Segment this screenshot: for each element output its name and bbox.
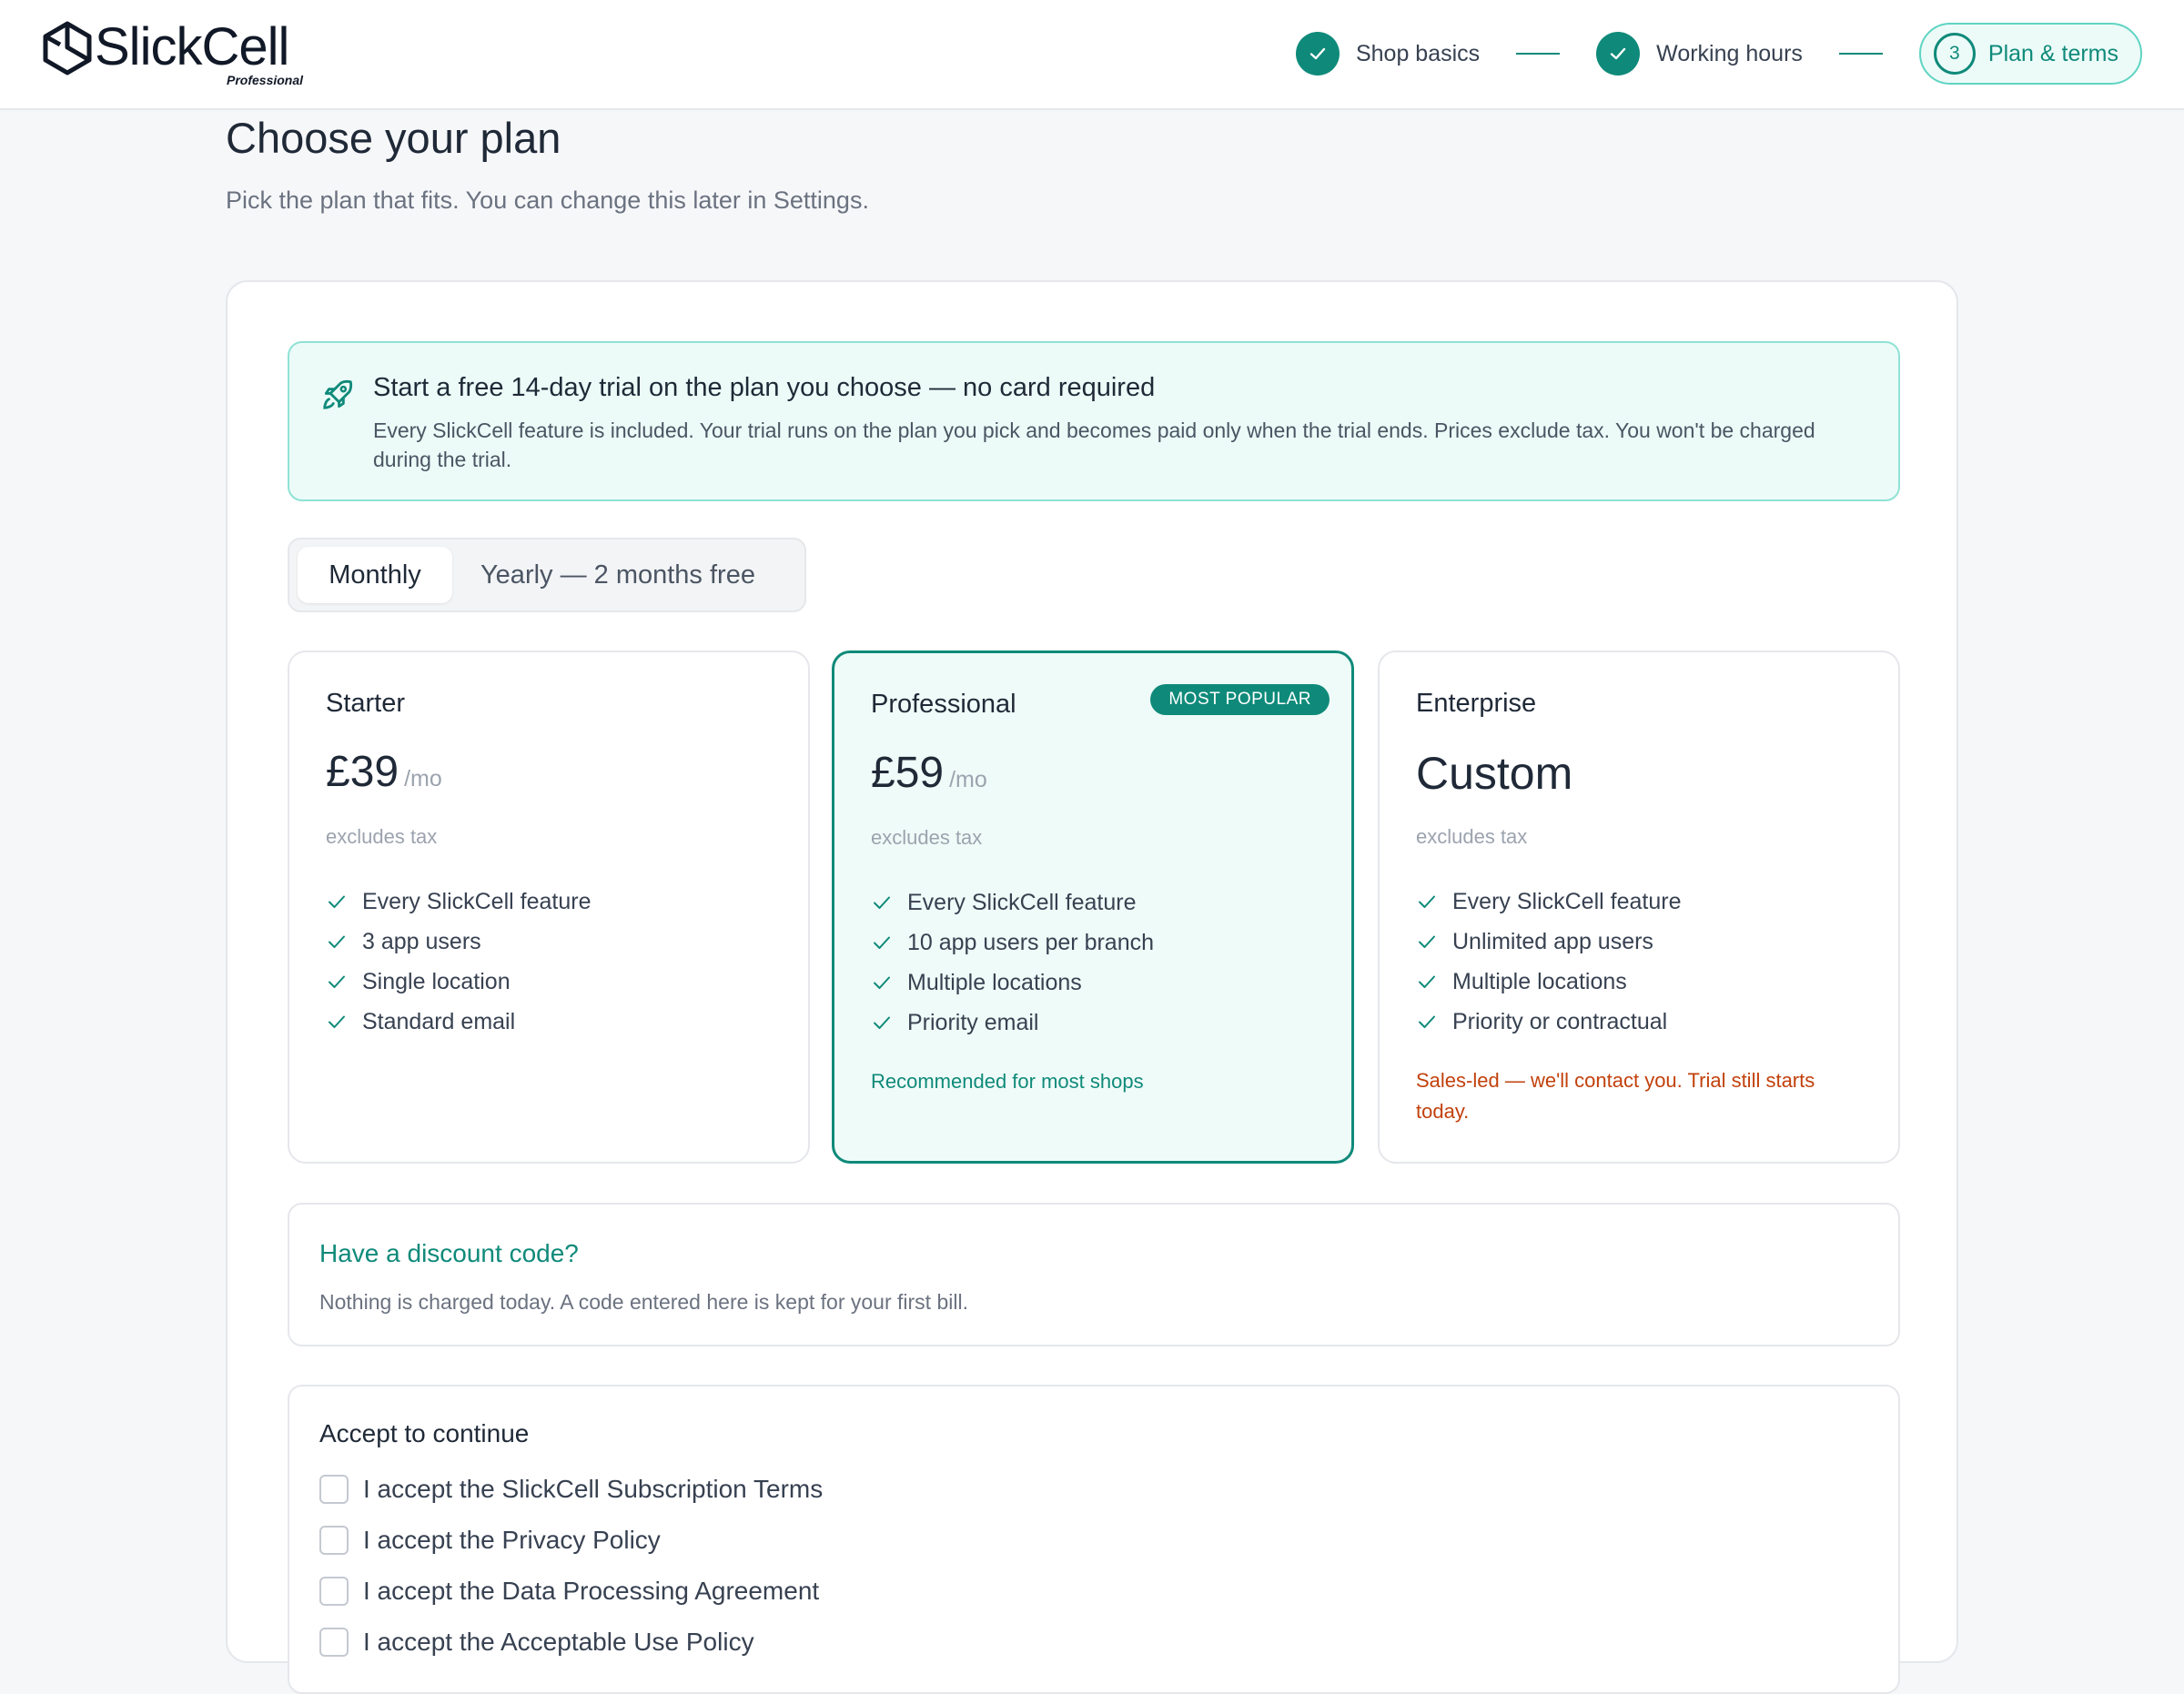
feature-item (871, 1003, 1154, 1043)
price-period: /mo (949, 767, 987, 792)
check-icon (871, 972, 893, 993)
plan-starter[interactable] (288, 650, 810, 1164)
billing-toggle (288, 538, 806, 612)
logo-mark-icon (42, 20, 93, 76)
feature-label: Priority or contractual (1452, 1008, 1668, 1034)
feature-item (326, 922, 591, 962)
terms-list (319, 1464, 823, 1668)
feature-label: Multiple locations (1452, 968, 1627, 994)
logo-text: SlickCell (95, 17, 289, 76)
plan-name: Enterprise (1416, 689, 1537, 718)
plan-recommendation: Recommended for most shops (871, 1070, 1144, 1093)
page-subtitle: Pick the plan that fits. You can change this later in Settings. (226, 187, 869, 214)
rocket-icon (320, 378, 355, 412)
trial-title: Start a free 14-day trial on the plan you choose — no card required (373, 373, 1156, 402)
plan-name: Professional (871, 690, 1016, 719)
feature-label: Single location (362, 968, 511, 994)
terms-label: I accept the Privacy Policy (363, 1526, 661, 1554)
feature-item (1416, 882, 1681, 922)
discount-description: Nothing is charged today. A code entered here is kept for your first bill. (319, 1290, 968, 1314)
trial-description: Every SlickCell feature is included. Your trial runs on the plan you pick and becomes paid only when the trial ends. Prices exclude tax. You won't be charged during the trial. (373, 418, 1815, 471)
tax-note: excludes tax (1416, 825, 1528, 848)
trial-banner (288, 341, 1900, 501)
subscription-terms-checkbox[interactable] (319, 1475, 349, 1504)
feature-item (326, 962, 591, 1002)
check-icon (326, 1011, 348, 1033)
progress-steps (1296, 22, 2142, 86)
plan-card (226, 280, 1958, 1663)
plan-price (326, 747, 442, 797)
step-label: Shop basics (1355, 40, 1481, 66)
check-icon (871, 1012, 893, 1034)
feature-label: Every SlickCell feature (1452, 888, 1682, 914)
feature-item (871, 963, 1154, 1003)
check-icon (1416, 971, 1438, 993)
most-popular-badge: MOST POPULAR (1150, 684, 1330, 715)
check-icon (1416, 1011, 1438, 1033)
step-shop-basics[interactable] (1296, 22, 1480, 86)
top-bar (0, 0, 2184, 110)
feature-item (326, 1002, 591, 1042)
feature-label: Standard email (362, 1008, 516, 1034)
price-amount: £59 (871, 749, 945, 797)
check-icon (1296, 32, 1340, 76)
logo-edition: Professional (227, 73, 304, 87)
step-label: Working hours (1656, 40, 1803, 66)
check-icon (1596, 32, 1640, 76)
check-icon (326, 891, 348, 913)
step-connector (1516, 53, 1560, 55)
terms-item[interactable] (319, 1515, 823, 1566)
terms-label: I accept the SlickCell Subscription Terms (363, 1475, 824, 1503)
billing-yearly-option[interactable]: Yearly — 2 months free (480, 560, 755, 590)
feature-item (1416, 922, 1681, 962)
plan-price (1416, 747, 1572, 800)
feature-label: 3 app users (362, 928, 481, 954)
step-connector (1839, 53, 1883, 55)
feature-item (871, 923, 1154, 963)
plan-name: Starter (326, 689, 406, 718)
terms-item[interactable] (319, 1464, 823, 1515)
feature-item (1416, 1002, 1681, 1042)
feature-label: 10 app users per branch (907, 929, 1155, 955)
step-number: 3 (1934, 33, 1976, 75)
price-amount: £39 (326, 748, 399, 796)
plan-enterprise[interactable] (1378, 650, 1900, 1164)
tax-note: excludes tax (326, 825, 438, 848)
price-amount: Custom (1416, 748, 1573, 799)
check-icon (326, 931, 348, 953)
terms-item[interactable] (319, 1566, 823, 1617)
acceptable-use-checkbox[interactable] (319, 1628, 349, 1657)
page-title: Choose your plan (226, 114, 561, 162)
feature-label: Every SlickCell feature (907, 889, 1137, 915)
step-label: Plan & terms (1987, 40, 2118, 66)
check-icon (1416, 931, 1438, 953)
sales-led-note: Sales-led — we'll contact you. Trial still starts today. (1416, 1069, 1815, 1123)
feature-item (326, 882, 591, 922)
check-icon (871, 932, 893, 953)
feature-list (871, 882, 1154, 1043)
check-icon (326, 971, 348, 993)
tax-note: excludes tax (871, 826, 983, 849)
feature-label: Unlimited app users (1452, 928, 1653, 954)
feature-label: Multiple locations (907, 969, 1082, 995)
terms-label: I accept the Data Processing Agreement (363, 1577, 820, 1605)
discount-section (288, 1203, 1900, 1346)
step-plan-terms[interactable] (1919, 23, 2142, 85)
feature-label: Every SlickCell feature (362, 888, 592, 914)
terms-item[interactable] (319, 1617, 823, 1668)
check-icon (1416, 891, 1438, 913)
step-working-hours[interactable] (1596, 22, 1803, 86)
feature-item (1416, 962, 1681, 1002)
terms-label: I accept the Acceptable Use Policy (363, 1628, 754, 1656)
accept-title: Accept to continue (319, 1419, 530, 1447)
privacy-policy-checkbox[interactable] (319, 1526, 349, 1555)
accept-terms-section (288, 1385, 1900, 1694)
feature-list (326, 882, 591, 1042)
dpa-checkbox[interactable] (319, 1577, 349, 1606)
plan-price (871, 748, 987, 798)
price-period: /mo (404, 766, 442, 792)
check-icon (871, 892, 893, 913)
discount-code-link[interactable]: Have a discount code? (319, 1239, 579, 1267)
plan-professional[interactable] (832, 650, 1354, 1164)
feature-label: Priority email (907, 1009, 1039, 1035)
feature-item (871, 882, 1154, 923)
billing-monthly-option[interactable]: Monthly (298, 547, 452, 603)
feature-list (1416, 882, 1681, 1042)
